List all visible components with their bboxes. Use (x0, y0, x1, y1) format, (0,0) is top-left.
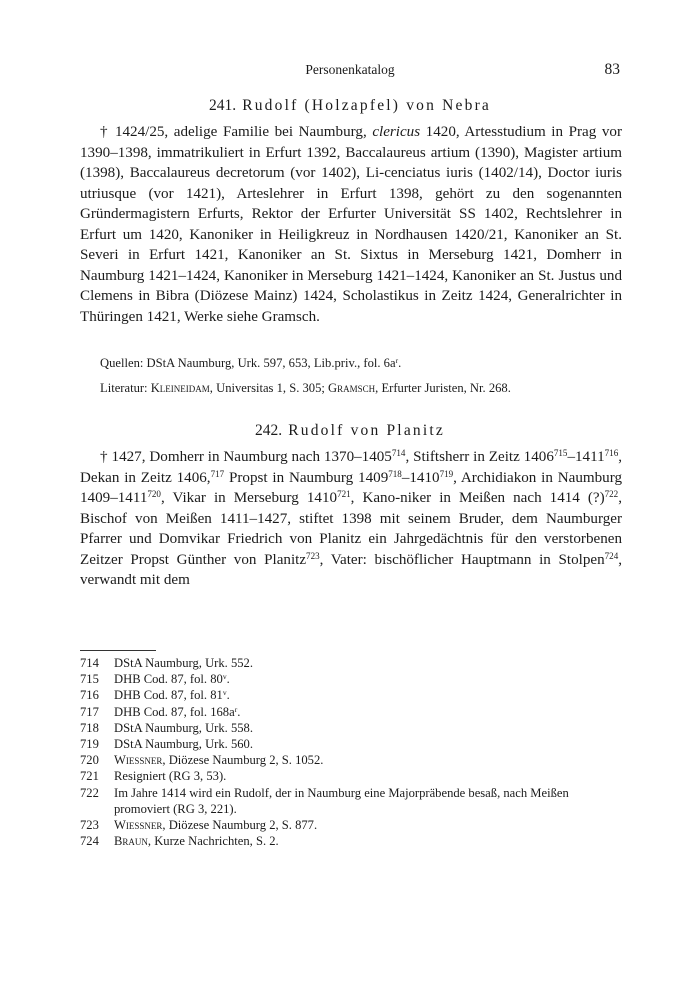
entry-sources-241: Quellen: DStA Naumburg, Urk. 597, 653, Lib.priv., fol. $6a^r$. (100, 355, 402, 370)
footnote-text: Im Jahre 1414 wird ein Rudolf, der in Naumburg eine Majorpräbende besaß, nach Meißen promoviert (RG 3, 221). (114, 785, 569, 816)
running-head (80, 62, 620, 82)
entry-name: Rudolf (Holzapfel) von Nebra (242, 97, 492, 114)
footnote-number: 721 (80, 769, 99, 784)
footnote (80, 833, 625, 849)
entry-paragraph: † 1427, Domherr in Naumburg nach 1370–1405$^{714}$, Stiftsherr in Zeitz 1406$^{715}$–1411$^{716}$, Dekan in Zeitz 1406,$^{717}$ Propst in Naumburg 1409$^{718}$–1410$^{719}$, Archidiakon in Naumburg 1409–1411$^{720}$, Vikar in Merseburg 1410$^{721}$, Kano-niker in Meißen nach 1414 (?)$^{722}$, Bischof von Meißen 1411–1427, stiftet 1398 mit seinem Bruder, dem Naumburger Pfarrer und Domvikar Friedrich von Planitz ein Jahrgedächtnis für den verstorbenen Zeitzer Propst Günther von Planitz$^{723}$, Vater: bischöflicher Hauptmann in Stolpen$^{724}$, verwandt mit dem (80, 448, 623, 588)
footnote-number: 723 (80, 818, 99, 833)
footnote-text: Wiessner, Diözese Naumburg 2, S. 1052. (114, 753, 324, 768)
footnote-number: 715 (80, 672, 99, 687)
footnote-number: 722 (80, 785, 99, 800)
footnote (80, 736, 625, 752)
footnote-text: Braun, Kurze Nachrichten, S. 2. (114, 834, 279, 849)
footnote-number: 724 (80, 834, 99, 849)
footnote (80, 752, 625, 768)
entry-paragraph: † 1424/25, adelige Familie bei Naumburg, clericus 1420, Artesstudium in Prag vor 1390–1398, immatrikuliert in Erfurt 1392, Baccalaureus artium (1390), Magister artium (1398), Baccalaureus decretorum (vor 1402), Li-cenciatus iuris (1402/14), Doctor iuris utriusque (vor 1421), Arteslehrer in Erfurt 1398, gehört zu den sogenannten Gründermagistern Erfurts, Rektor der Erfurter Universität SS 1402, Rechtslehrer in Erfurt um 1420, Kanoniker in Heiligkreuz in Nordhausen 1420/21, Kanoniker an St. Severi in Erfurt 1421, Kanoniker an St. Sixtus in Merseburg 1421, Domherr in Naumburg 1421–1424, Kanoniker in Merseburg 1421–1424, Kanoniker an St. Justus und Clemens in Bibra (Diözese Mainz) 1424, Scholastikus in Zeitz 1424, Generalrichter in Thüringen 1421, Werke siehe Gramsch. (80, 124, 623, 325)
footnote-text: DStA Naumburg, Urk. 558. (114, 720, 253, 735)
entry-text-241 (80, 122, 622, 327)
footnote-text: DStA Naumburg, Urk. 552. (114, 656, 253, 670)
footnote-text: DStA Naumburg, Urk. 560. (114, 737, 253, 752)
entry-number: 242. (255, 422, 283, 439)
entry-literature-241: Literatur: Kleineidam, Universitas 1, S. 305; Gramsch, Erfurter Juristen, Nr. 268. (100, 381, 511, 395)
footnote-number: 714 (80, 656, 99, 670)
footnote-text: DHB Cod. 87, fol. 80$^v$. (114, 672, 230, 687)
footnote-number: 718 (80, 720, 99, 735)
footnote (80, 687, 625, 703)
entry-number: 241. (208, 97, 237, 114)
footnote-number: 719 (80, 737, 99, 752)
footnote-text: Wiessner, Diözese Naumburg 2, S. 877. (114, 818, 318, 833)
footnote-text: DHB Cod. 87, fol. 81$^v$. (114, 688, 230, 703)
footnote (80, 720, 625, 736)
footnote-number: 717 (80, 704, 99, 719)
footnote (80, 817, 625, 833)
footnote (80, 785, 625, 817)
entry-text-242 (80, 447, 622, 591)
entry-heading-241 (80, 97, 620, 115)
footnote-text: DHB Cod. 87, fol. $168a^r$. (114, 704, 241, 719)
footnote (80, 768, 625, 784)
page-number: 83 (604, 61, 620, 78)
footnote-number: 720 (80, 753, 99, 768)
footnote-rule (80, 650, 156, 651)
running-head-title: Personenkatalog (305, 62, 395, 77)
entry-heading-242 (80, 422, 620, 440)
footnote-text: Resigniert (RG 3, 53). (114, 769, 227, 784)
entry-name: Rudolf von Planitz (288, 422, 445, 439)
footnotes (80, 655, 625, 849)
footnote (80, 704, 625, 720)
footnote-number: 716 (80, 688, 99, 703)
footnote (80, 671, 625, 687)
footnote (80, 655, 625, 671)
